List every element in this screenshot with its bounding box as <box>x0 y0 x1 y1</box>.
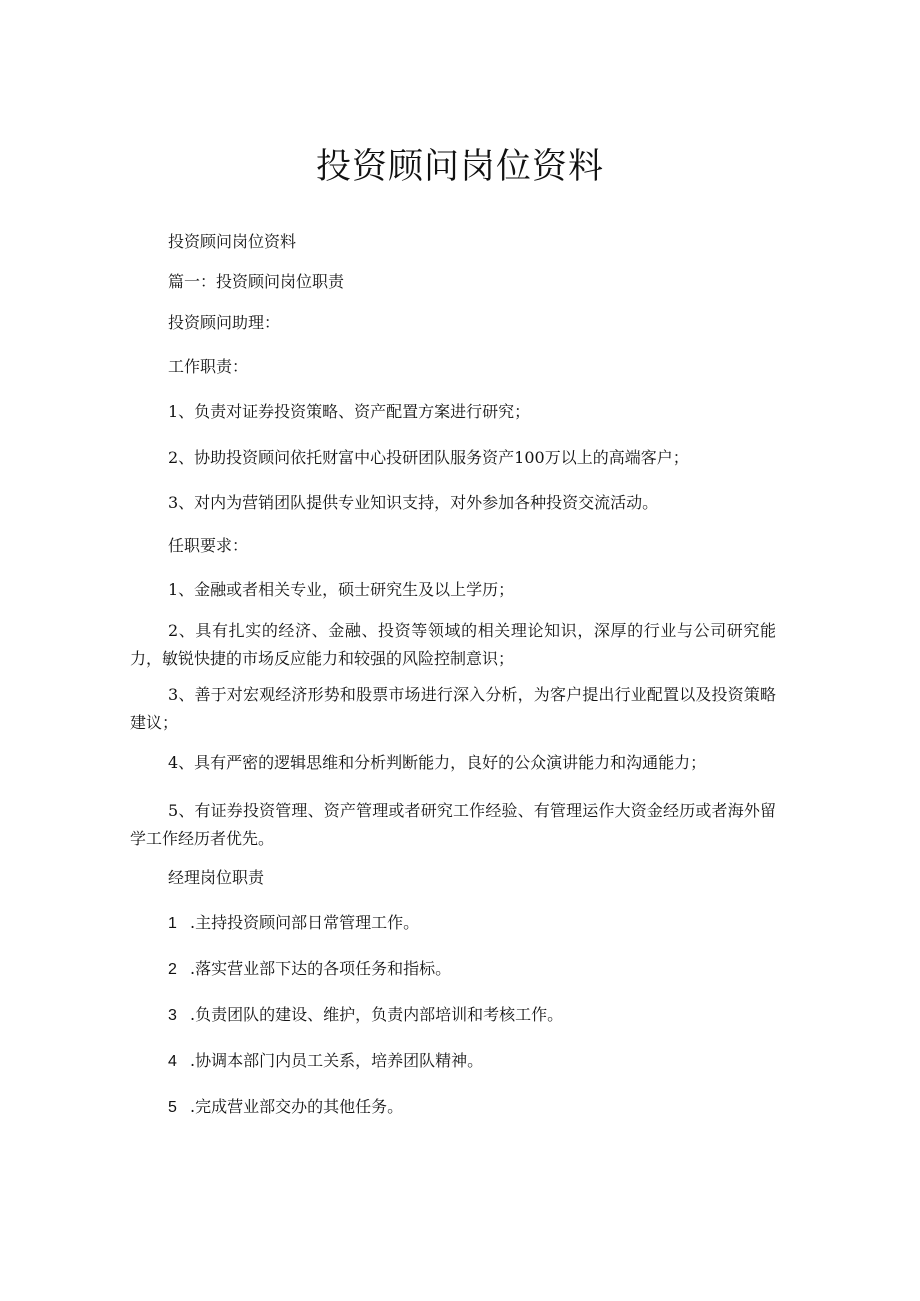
duty-item: 3、对内为营销团队提供专业知识支持，对外参加各种投资交流活动。 <box>168 493 659 512</box>
requirement-item: 3、善于对宏观经济形势和股票市场进行深入分析，为客户提出行业配置以及投资策略建议； <box>130 685 776 732</box>
intro-line: 投资顾问岗位资料 <box>168 232 297 251</box>
section-heading: 篇一：投资顾问岗位职责 <box>168 272 345 291</box>
item-text: .落实营业部下达的各项任务和指标。 <box>190 959 452 978</box>
duty-item: 1、负责对证券投资策略、资产配置方案进行研究； <box>168 402 531 421</box>
requirement-item: 5、有证券投资管理、资产管理或者研究工作经验、有管理运作大资金经历或者海外留学工作经历者优先。 <box>130 801 776 848</box>
item-number: 4 <box>168 1053 177 1070</box>
item-number: 2 <box>168 961 177 978</box>
manager-duty-item <box>168 911 419 936</box>
requirements-heading: 任职要求： <box>168 536 249 555</box>
item-number: 1 <box>168 915 177 932</box>
manager-duty-item <box>168 957 451 982</box>
item-text: .协调本部门内员工关系，培养团队精神。 <box>190 1051 484 1070</box>
role-heading: 投资顾问助理： <box>168 313 281 332</box>
requirement-item: 2、具有扎实的经济、金融、投资等领域的相关理论知识，深厚的行业与公司研究能力，敏锐快捷的市场反应能力和较强的风险控制意识； <box>130 621 776 668</box>
requirement-item: 1、金融或者相关专业，硕士研究生及以上学历； <box>168 580 515 599</box>
item-text: .完成营业部交办的其他任务。 <box>190 1097 404 1116</box>
document-title: 投资顾问岗位资料 <box>315 147 604 187</box>
manager-duty-item <box>168 1095 403 1120</box>
duties-heading: 工作职责： <box>168 357 249 376</box>
requirement-item: 4、具有严密的逻辑思维和分析判断能力，良好的公众演讲能力和沟通能力； <box>168 753 707 772</box>
manager-heading: 经理岗位职责 <box>168 868 265 887</box>
item-text: .负责团队的建设、维护，负责内部培训和考核工作。 <box>190 1005 564 1024</box>
item-number: 5 <box>168 1099 177 1116</box>
duty-item: 2、协助投资顾问依托财富中心投研团队服务资产100万以上的高端客户； <box>168 448 689 467</box>
manager-duty-item <box>168 1003 563 1028</box>
item-number: 3 <box>168 1007 177 1024</box>
manager-duty-item <box>168 1049 483 1074</box>
item-text: .主持投资顾问部日常管理工作。 <box>190 913 420 932</box>
